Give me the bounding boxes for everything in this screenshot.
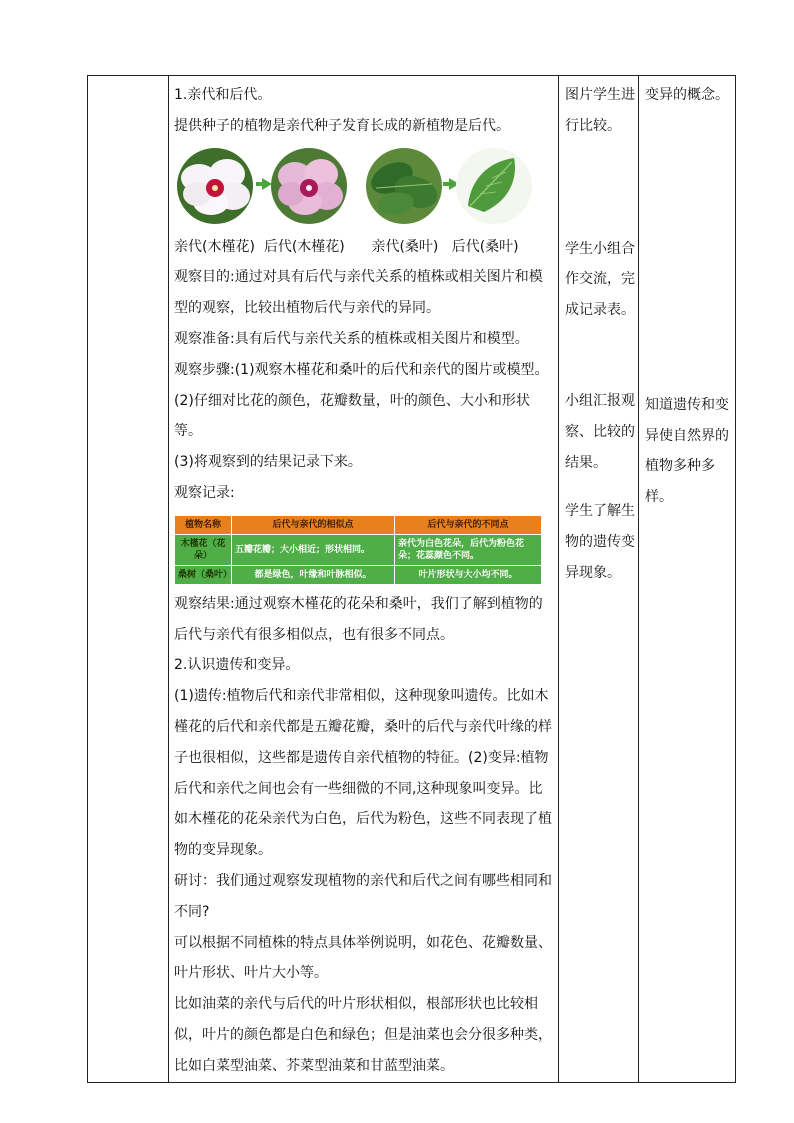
section-1-title: 1.亲代和后代。 <box>174 87 272 103</box>
observation-step-3: (3)将观察到的结果记录下来。 <box>174 454 362 471</box>
student-activity-2: 学生小组合作交流，完成记录表。 <box>565 240 635 319</box>
table-cell: 桑树（桑叶） <box>175 565 232 584</box>
observation-result: 观察结果:通过观察木槿花的花朵和桑叶，我们了解到植物的后代与亲代有很多相似点，也有很多不同点。 <box>174 595 543 643</box>
table-header: 后代与亲代的不同点 <box>395 515 542 534</box>
table-row <box>175 534 542 565</box>
table-cell: 都是绿色，叶缘和叶脉相似。 <box>232 565 395 584</box>
observation-step-2: (2)仔细对比花的颜色，花瓣数量，叶的颜色、大小和形状等。 <box>174 392 530 440</box>
observation-record-table <box>174 515 542 585</box>
student-activity-4: 学生了解生物的遗传变异现象。 <box>565 503 635 581</box>
table-header: 后代与亲代的相似点 <box>232 515 395 534</box>
design-intent-2: 知道遗传和变异使自然界的植物多种多样。 <box>645 396 729 506</box>
photo-caption: 亲代(木槿花) 后代(木槿花) 亲代(桑叶) 后代(桑叶) <box>174 238 519 255</box>
table-row <box>175 565 542 584</box>
example-text: 可以根据不同植株的特点具体举例说明，如花色、花瓣数量、叶片形状、叶片大小等。 <box>174 934 552 982</box>
rapeseed-example: 比如油菜的亲代与后代的叶片形状相似，根部形状也比较相似，叶片的颜色都是白色和绿色；但是油菜也会分很多种类，比如白菜型油菜、芥菜型油菜和甘蓝型油菜。 <box>174 996 552 1074</box>
blank-column-cell <box>88 76 169 1083</box>
table-cell: 木槿花（花朵） <box>175 534 232 565</box>
observation-record-label: 观察记录: <box>174 484 235 501</box>
table-header: 植物名称 <box>175 515 232 534</box>
observation-preparation: 观察准备:具有后代与亲代关系的植株或相关图片和模型。 <box>174 330 529 347</box>
hibiscus-parent-photo <box>177 148 253 224</box>
hibiscus-offspring-photo <box>271 148 347 224</box>
mulberry-offspring-photo <box>456 148 532 224</box>
mulberry-parent-photo <box>366 148 442 224</box>
research-question: 研讨：我们通过观察发现植物的亲代和后代之间有哪些相同和不同? <box>174 872 552 920</box>
observation-step-1: 观察步骤:(1)观察木槿花和桑叶的后代和亲代的图片或模型。 <box>174 361 549 378</box>
teaching-content-cell <box>169 76 559 1083</box>
heredity-variation-text: (1)遗传:植物后代和亲代非常相似，这种现象叫遗传。比如木槿花的后代和亲代都是五瓣花瓣，桑叶的后代与亲代叶缘的样子也很相似，这些都是遗传自亲代植物的特征。(2)变异:植物后代和亲代之间也会有一些细微的不同,这种现象叫变异。比如木槿花的花朵亲代为白色，后代为粉色，这些不同表现了植物的变异现象。 <box>174 688 552 859</box>
design-intent-cell <box>639 76 736 1083</box>
section-1-definition: 提供种子的植物是亲代种子发育长成的新植物是后代。 <box>174 117 510 134</box>
student-activity-cell <box>559 76 639 1083</box>
student-activity-1: 图片学生进行比较。 <box>565 87 635 134</box>
section-2-title: 2.认识遗传和变异。 <box>174 657 300 674</box>
table-cell: 亲代为白色花朵，后代为粉色花朵；花蕊颜色不同。 <box>395 534 542 565</box>
student-activity-3: 小组汇报观察、比较的结果。 <box>565 392 635 471</box>
design-intent-1: 变异的概念。 <box>645 87 729 103</box>
table-cell: 叶片形状与大小均不同。 <box>395 565 542 584</box>
table-cell: 五瓣花瓣；大小相近；形状相同。 <box>232 534 395 565</box>
observation-purpose: 观察目的:通过对具有后代与亲代关系的植株或相关图片和模型的观察，比较出植物后代与亲代的异同。 <box>174 269 543 317</box>
parent-offspring-photos <box>174 148 554 228</box>
lesson-table <box>87 75 736 1083</box>
